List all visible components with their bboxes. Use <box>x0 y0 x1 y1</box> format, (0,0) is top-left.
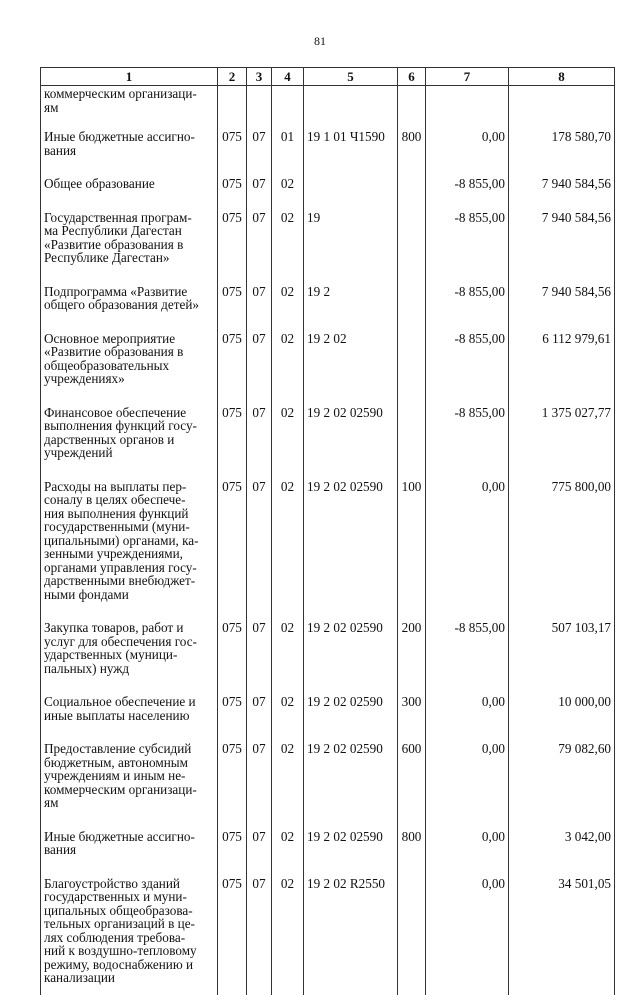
section-code <box>247 86 272 128</box>
total-amount: 7 940 584,56 <box>509 174 615 208</box>
change-amount: 0,00 <box>426 692 509 739</box>
change-amount: 0,00 <box>426 874 509 995</box>
total-amount: 3 042,00 <box>509 827 615 874</box>
total-amount: 6 112 979,61 <box>509 329 615 403</box>
ministry-code: 075 <box>218 403 247 477</box>
change-amount: -8 855,00 <box>426 618 509 692</box>
target-article-code: 19 2 02 02590 <box>304 477 398 619</box>
ministry-code: 075 <box>218 618 247 692</box>
section-code: 07 <box>247 329 272 403</box>
section-code: 07 <box>247 127 272 174</box>
row-name: Благоустройство зданий государственных и муни- ципальных общеобразова- тельных организаций в це- лях соблюдения требова- ний к воздушно-тепловому режиму, водоснабжению и канализации <box>41 874 218 995</box>
target-article-code: 19 2 02 R2550 <box>304 874 398 995</box>
section-code: 07 <box>247 403 272 477</box>
section-code: 07 <box>247 174 272 208</box>
row-name: Закупка товаров, работ и услуг для обеспечения гос- ударственных (муници- пальных) нужд <box>41 618 218 692</box>
table-row <box>41 477 615 619</box>
total-amount: 7 940 584,56 <box>509 282 615 329</box>
expense-type-code: 100 <box>398 477 426 619</box>
total-amount: 1 375 027,77 <box>509 403 615 477</box>
header-cell-6: 6 <box>398 68 426 86</box>
section-code: 07 <box>247 618 272 692</box>
header-cell-2: 2 <box>218 68 247 86</box>
subsection-code: 02 <box>272 692 304 739</box>
change-amount: -8 855,00 <box>426 329 509 403</box>
change-amount: -8 855,00 <box>426 174 509 208</box>
change-amount: -8 855,00 <box>426 208 509 282</box>
change-amount: 0,00 <box>426 127 509 174</box>
target-article-code: 19 <box>304 208 398 282</box>
expense-type-code <box>398 86 426 128</box>
ministry-code: 075 <box>218 874 247 995</box>
total-amount <box>509 86 615 128</box>
row-name: Общее образование <box>41 174 218 208</box>
header-row <box>41 68 615 86</box>
total-amount: 507 103,17 <box>509 618 615 692</box>
target-article-code <box>304 86 398 128</box>
subsection-code: 02 <box>272 827 304 874</box>
subsection-code <box>272 86 304 128</box>
row-name: Государственная програм- ма Республики Дагестан «Развитие образования в Республике Дагестан» <box>41 208 218 282</box>
row-name: Основное мероприятие «Развитие образования в общеобразовательных учреждениях» <box>41 329 218 403</box>
row-name: коммерческим организаци- ям <box>41 86 218 128</box>
subsection-code: 02 <box>272 403 304 477</box>
table-row <box>41 692 615 739</box>
row-name: Финансовое обеспечение выполнения функций госу- дарственных органов и учреждений <box>41 403 218 477</box>
expense-type-code <box>398 282 426 329</box>
row-name: Иные бюджетные ассигно- вания <box>41 127 218 174</box>
ministry-code: 075 <box>218 477 247 619</box>
ministry-code: 075 <box>218 692 247 739</box>
budget-table <box>40 67 615 995</box>
subsection-code: 02 <box>272 329 304 403</box>
expense-type-code: 800 <box>398 127 426 174</box>
table-row <box>41 282 615 329</box>
target-article-code: 19 2 02 02590 <box>304 618 398 692</box>
table-row <box>41 874 615 995</box>
ministry-code: 075 <box>218 282 247 329</box>
subsection-code: 02 <box>272 739 304 827</box>
total-amount: 34 501,05 <box>509 874 615 995</box>
subsection-code: 02 <box>272 174 304 208</box>
row-name: Социальное обеспечение и иные выплаты населению <box>41 692 218 739</box>
target-article-code: 19 1 01 Ч1590 <box>304 127 398 174</box>
expense-type-code <box>398 403 426 477</box>
table-row <box>41 174 615 208</box>
table-row <box>41 739 615 827</box>
table-row <box>41 127 615 174</box>
row-name: Подпрограмма «Развитие общего образования детей» <box>41 282 218 329</box>
total-amount: 7 940 584,56 <box>509 208 615 282</box>
expense-type-code <box>398 208 426 282</box>
ministry-code: 075 <box>218 208 247 282</box>
section-code: 07 <box>247 208 272 282</box>
header-cell-1: 1 <box>41 68 218 86</box>
target-article-code: 19 2 02 02590 <box>304 403 398 477</box>
subsection-code: 02 <box>272 618 304 692</box>
change-amount: -8 855,00 <box>426 403 509 477</box>
table-row <box>41 618 615 692</box>
target-article-code: 19 2 02 02590 <box>304 739 398 827</box>
total-amount: 79 082,60 <box>509 739 615 827</box>
subsection-code: 01 <box>272 127 304 174</box>
table-row <box>41 329 615 403</box>
subsection-code: 02 <box>272 208 304 282</box>
ministry-code: 075 <box>218 127 247 174</box>
section-code: 07 <box>247 739 272 827</box>
expense-type-code <box>398 174 426 208</box>
expense-type-code: 600 <box>398 739 426 827</box>
target-article-code: 19 2 02 <box>304 329 398 403</box>
row-name: Иные бюджетные ассигно- вания <box>41 827 218 874</box>
target-article-code: 19 2 02 02590 <box>304 827 398 874</box>
section-code: 07 <box>247 282 272 329</box>
row-name: Предоставление субсидий бюджетным, автономным учреждениям и иным не- коммерческим организаци- ям <box>41 739 218 827</box>
subsection-code: 02 <box>272 282 304 329</box>
page-number: 81 <box>314 34 326 48</box>
target-article-code: 19 2 02 02590 <box>304 692 398 739</box>
expense-type-code: 300 <box>398 692 426 739</box>
expense-type-code: 200 <box>398 618 426 692</box>
ministry-code: 075 <box>218 739 247 827</box>
section-code: 07 <box>247 692 272 739</box>
table-row <box>41 208 615 282</box>
section-code: 07 <box>247 477 272 619</box>
table-row <box>41 827 615 874</box>
expense-type-code <box>398 329 426 403</box>
change-amount: 0,00 <box>426 739 509 827</box>
change-amount <box>426 86 509 128</box>
table-row <box>41 403 615 477</box>
change-amount: -8 855,00 <box>426 282 509 329</box>
ministry-code <box>218 86 247 128</box>
ministry-code: 075 <box>218 329 247 403</box>
total-amount: 10 000,00 <box>509 692 615 739</box>
change-amount: 0,00 <box>426 477 509 619</box>
subsection-code: 02 <box>272 874 304 995</box>
change-amount: 0,00 <box>426 827 509 874</box>
row-name: Расходы на выплаты пер- соналу в целях обеспече- ния выполнения функций государственными (муни- ципальными) органами, ка- зенными учреждениями, органами управления госу- дарственными внебюджет- ными фондами <box>41 477 218 619</box>
section-code: 07 <box>247 874 272 995</box>
header-cell-5: 5 <box>304 68 398 86</box>
total-amount: 775 800,00 <box>509 477 615 619</box>
target-article-code <box>304 174 398 208</box>
header-cell-8: 8 <box>509 68 615 86</box>
ministry-code: 075 <box>218 827 247 874</box>
table-row <box>41 86 615 128</box>
total-amount: 178 580,70 <box>509 127 615 174</box>
header-cell-3: 3 <box>247 68 272 86</box>
expense-type-code <box>398 874 426 995</box>
ministry-code: 075 <box>218 174 247 208</box>
section-code: 07 <box>247 827 272 874</box>
header-cell-4: 4 <box>272 68 304 86</box>
subsection-code: 02 <box>272 477 304 619</box>
target-article-code: 19 2 <box>304 282 398 329</box>
header-cell-7: 7 <box>426 68 509 86</box>
expense-type-code: 800 <box>398 827 426 874</box>
